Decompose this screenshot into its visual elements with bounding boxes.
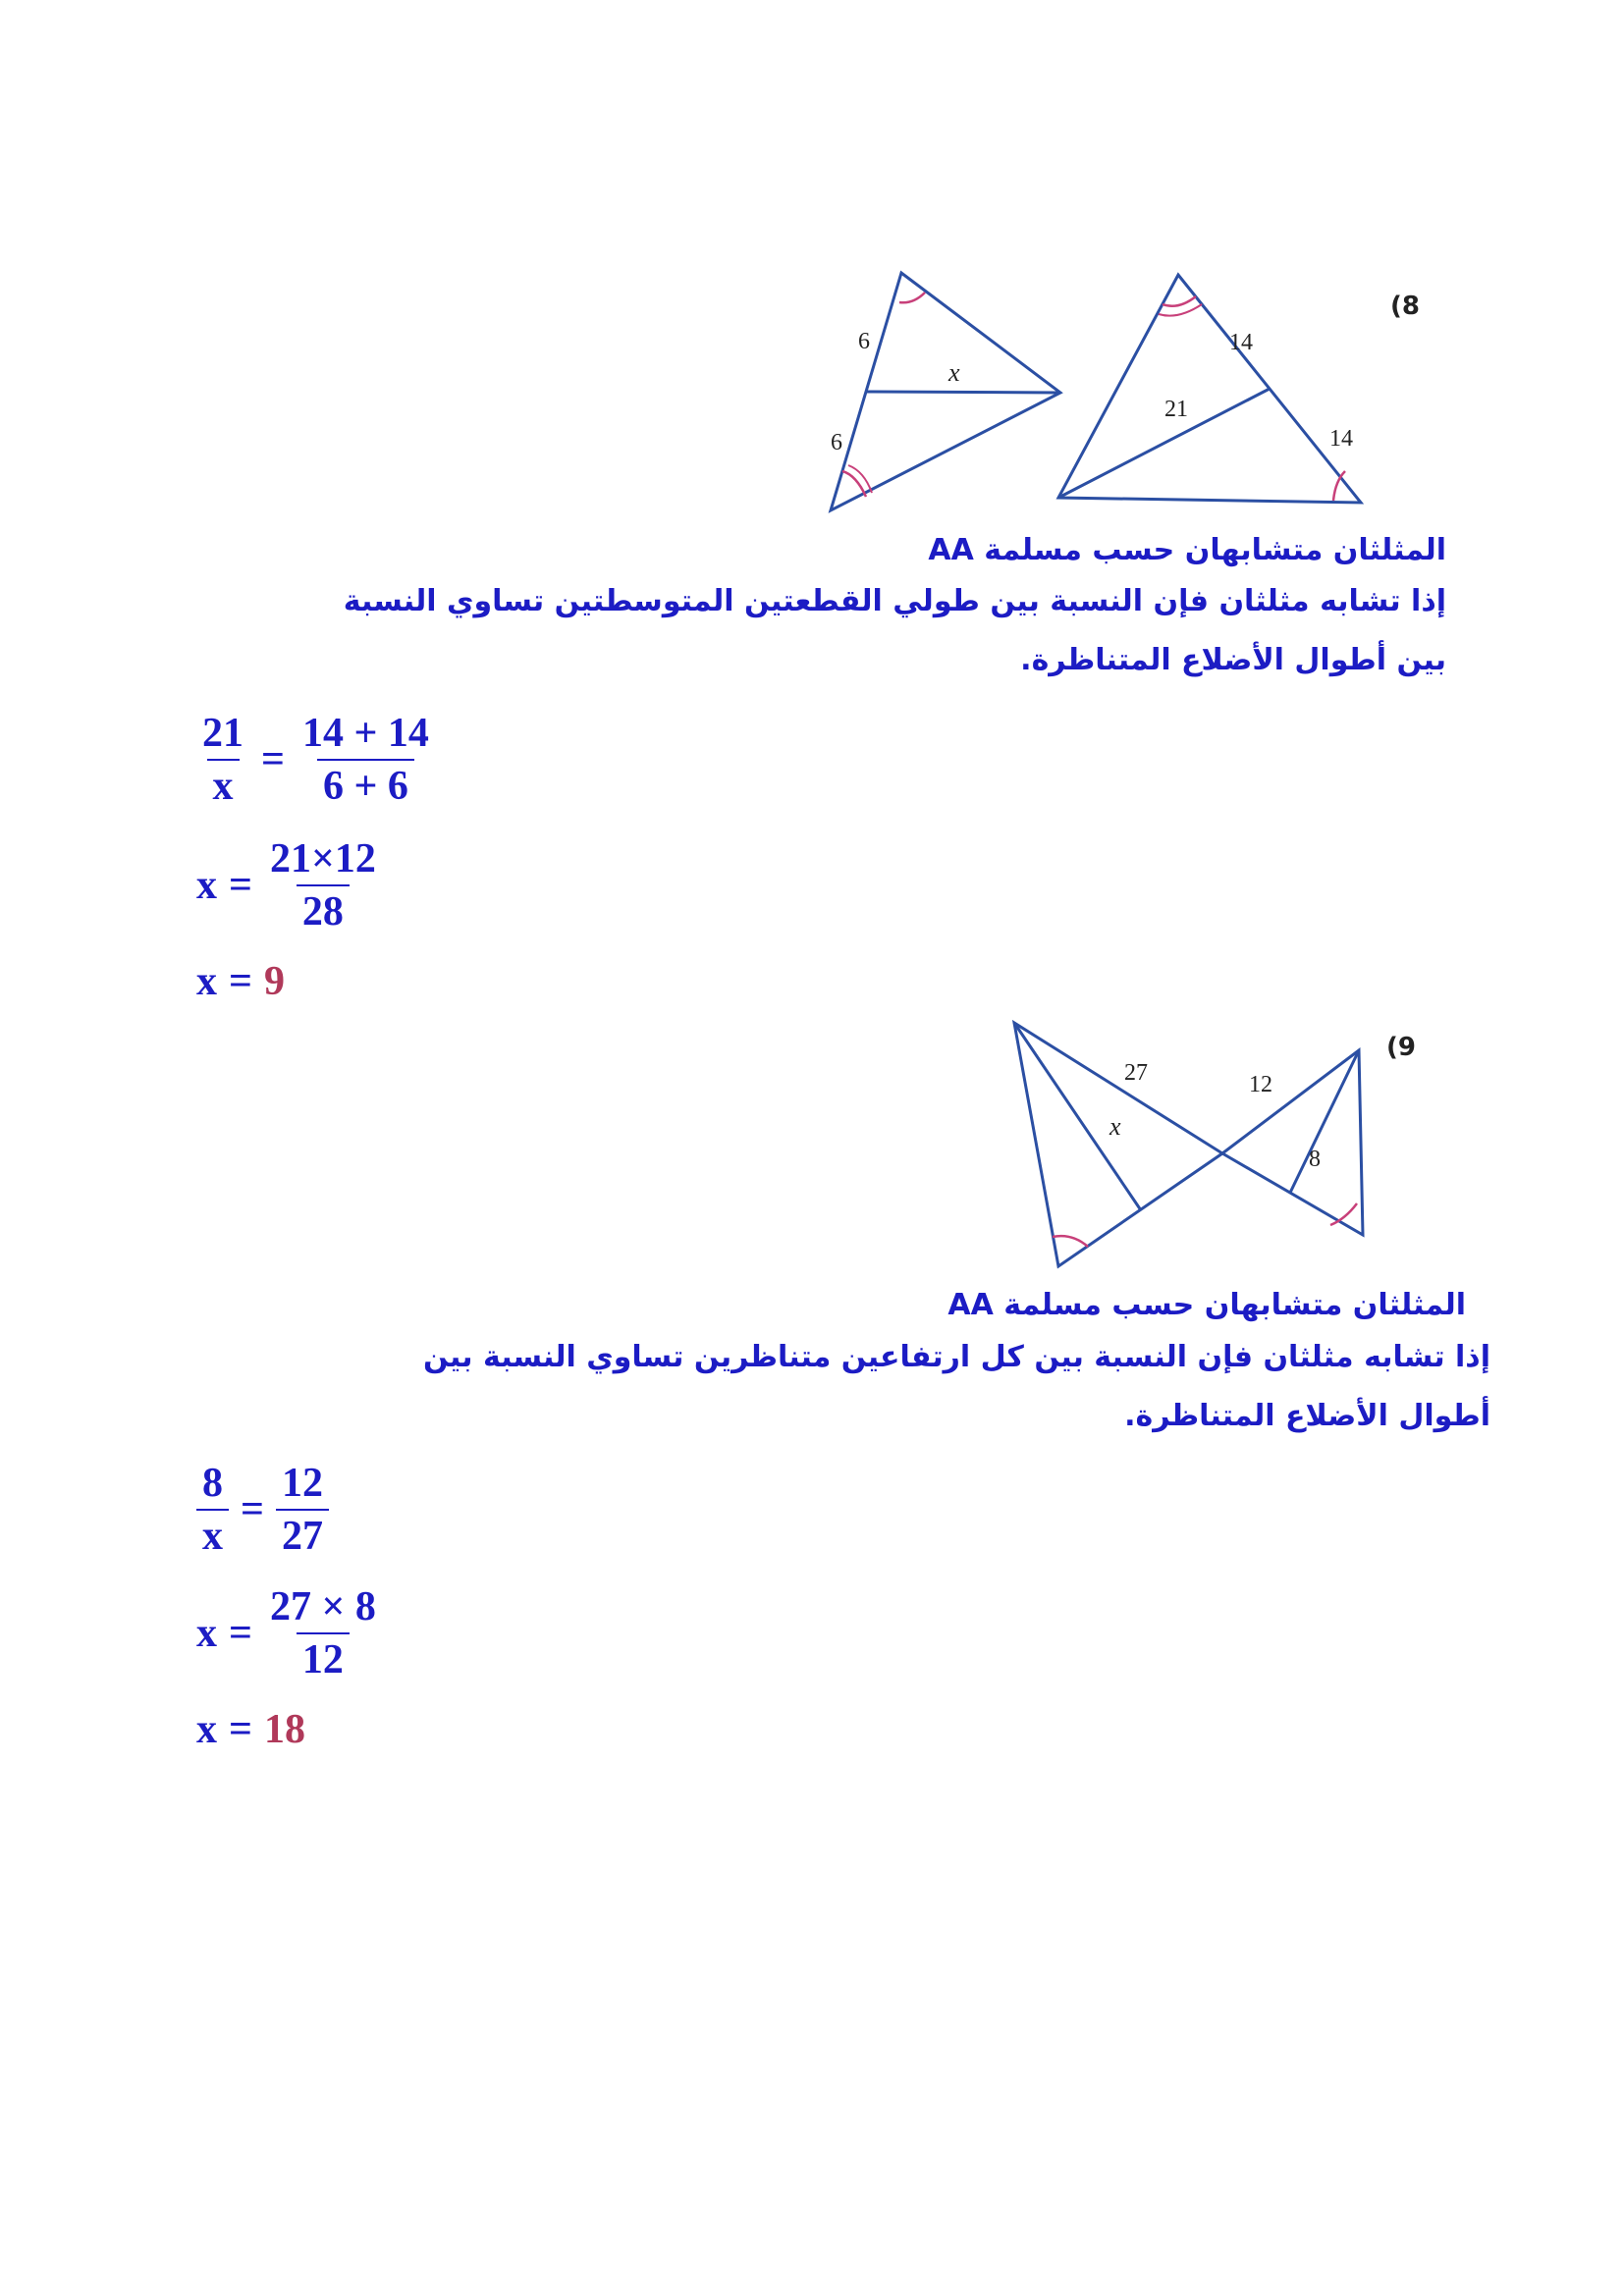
fraction-denominator: x xyxy=(196,1509,229,1562)
label-right-lower-14: 14 xyxy=(1329,426,1353,452)
equals-sign: = xyxy=(229,959,252,1004)
equation-9-2 xyxy=(196,1573,382,1694)
left-midsegment xyxy=(866,392,1060,393)
statement-8-line2: إذا تشابه مثلثان فإن النسبة بين طولي القطعتين المتوسطتين تساوي النسبة xyxy=(343,584,1446,618)
fraction-numerator: 21×12 xyxy=(269,836,376,881)
label-27: 27 xyxy=(1124,1060,1148,1086)
fraction-product xyxy=(264,1581,382,1685)
answer-value: 18 xyxy=(263,1707,305,1752)
left-bottom-angle-arc-2 xyxy=(848,465,872,493)
fraction-8-over-x xyxy=(196,1458,229,1562)
equals-sign: = xyxy=(241,1487,264,1532)
fraction-sum xyxy=(297,708,435,812)
problem-number-9: (9 xyxy=(1386,1033,1416,1062)
left-altitude xyxy=(1014,1023,1141,1210)
variable-x: x xyxy=(196,1707,217,1752)
fraction-denominator: 27 xyxy=(276,1509,329,1562)
fraction-numerator: 14 + 14 xyxy=(301,711,429,756)
label-12: 12 xyxy=(1249,1072,1272,1097)
fraction-numerator: 27 × 8 xyxy=(269,1584,376,1629)
label-left-x: x xyxy=(948,358,960,387)
fraction-numerator: 21 xyxy=(202,711,243,756)
fraction-denominator: x xyxy=(207,759,240,812)
right-top-angle-arc xyxy=(1163,296,1196,306)
fraction-denominator: 12 xyxy=(297,1632,350,1685)
left-angle-arc xyxy=(1053,1236,1088,1247)
right-angle-arc xyxy=(1330,1203,1357,1225)
fraction-numerator: 12 xyxy=(281,1461,323,1506)
right-triangle xyxy=(1058,275,1361,503)
fraction-numerator: 8 xyxy=(202,1461,223,1506)
equals-sign: = xyxy=(261,737,285,782)
label-left-lower-6: 6 xyxy=(831,430,842,455)
fraction-denominator: 28 xyxy=(297,884,350,937)
fraction-product xyxy=(264,833,382,937)
equation-9-3 xyxy=(196,1700,305,1759)
label-right-median-21: 21 xyxy=(1164,397,1188,422)
fraction-12-over-27 xyxy=(276,1458,329,1562)
right-triangle xyxy=(1222,1050,1363,1235)
figure-8 xyxy=(815,265,1434,530)
variable-x: x xyxy=(196,863,217,908)
label-right-upper-14: 14 xyxy=(1229,330,1253,355)
fraction-21-over-x xyxy=(196,708,249,812)
statement-9-line1: المثلثان متشابهان حسب مسلمة AA xyxy=(947,1288,1466,1322)
left-triangle xyxy=(1014,1023,1222,1266)
statement-9-line3: أطوال الأضلاع المتناظرة. xyxy=(1124,1399,1490,1433)
right-altitude xyxy=(1290,1050,1359,1193)
fraction-denominator: 6 + 6 xyxy=(317,759,414,812)
problem-number-8: (8 xyxy=(1390,292,1420,321)
equation-8-3 xyxy=(196,952,285,1011)
label-8: 8 xyxy=(1309,1147,1321,1172)
answer-value: 9 xyxy=(263,959,285,1004)
equals-sign: = xyxy=(229,1707,252,1752)
variable-x: x xyxy=(196,959,217,1004)
statement-8-line3: بين أطوال الأضلاع المتناظرة. xyxy=(1020,643,1446,677)
statement-9-line2: إذا تشابه مثلثان فإن النسبة بين كل ارتفاعين متناظرين تساوي النسبة بين xyxy=(423,1340,1490,1374)
equation-9-1 xyxy=(196,1449,329,1571)
figure-9-svg xyxy=(1001,1011,1443,1276)
label-left-upper-6: 6 xyxy=(858,329,870,354)
variable-x: x xyxy=(196,1611,217,1656)
equals-sign: = xyxy=(229,863,252,908)
equation-8-1 xyxy=(196,699,435,821)
label-x: x xyxy=(1109,1112,1121,1141)
figure-8-svg xyxy=(815,265,1434,530)
equals-sign: = xyxy=(229,1611,252,1656)
left-top-angle-arc xyxy=(899,293,925,302)
statement-8-line1: المثلثان متشابهان حسب مسلمة AA xyxy=(928,533,1446,567)
equation-8-2 xyxy=(196,825,382,946)
figure-9 xyxy=(1001,1011,1443,1276)
